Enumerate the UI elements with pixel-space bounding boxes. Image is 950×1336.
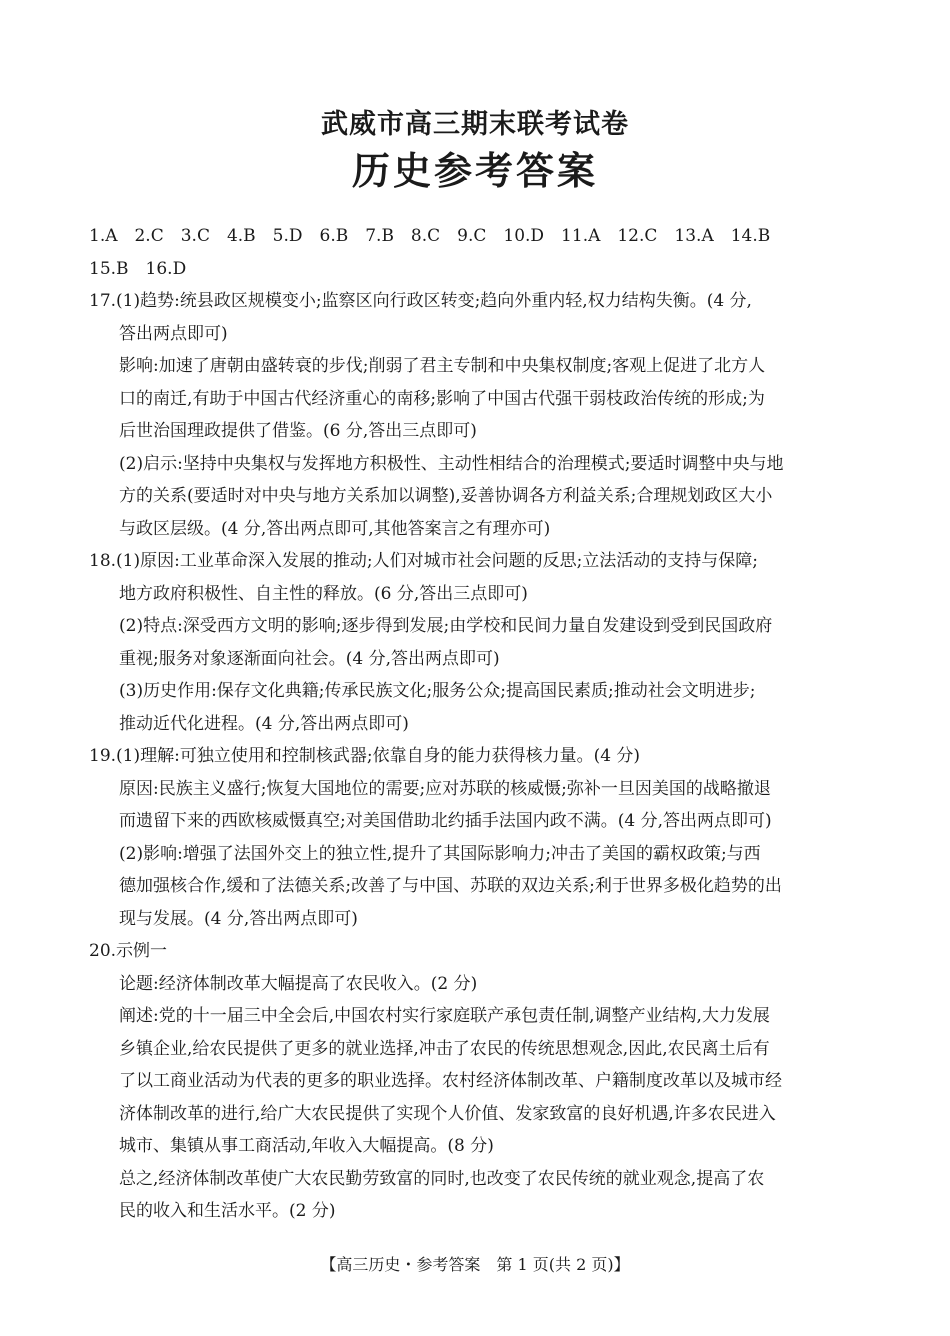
answer-line: (2)影响:增强了法国外交上的独立性,提升了其国际影响力;冲击了美国的霸权政策;与西 [119, 843, 761, 864]
question-18 [89, 545, 869, 740]
answer-line: 阐述:党的十一届三中全会后,中国农村实行家庭联产承包责任制,调整产业结构,大力发展 [119, 1006, 770, 1026]
answer-line: 了以工商业活动为代表的更多的职业选择。农村经济体制改革、户籍制度改革以及城市经 [119, 1071, 782, 1091]
answer-line: 答出两点即可) [119, 323, 228, 344]
answer-line: 论题:经济体制改革大幅提高了农民收入。(2 分) [119, 973, 478, 994]
answers-line: 1.A 2.C 3.C 4.B 5.D 6.B 7.B 8.C 9.C 10.D 11.A 12.C 13.A 14.B [89, 226, 771, 246]
answer-line: 地方政府积极性、自主性的释放。(6 分,答出三点即可) [119, 583, 528, 604]
page-footer: 【高三历史・参考答案 第 1 页(共 2 页)】 [320, 1255, 630, 1274]
answers-line: 15.B 16.D [89, 258, 187, 279]
answer-line: 19.(1)理解:可独立使用和控制核武器;依靠自身的能力获得核力量。(4 分) [89, 746, 641, 766]
answer-line: 城市、集镇从事工商活动,年收入大幅提高。(8 分) [119, 1136, 494, 1156]
question-19 [89, 740, 869, 935]
answer-line: 德加强核合作,缓和了法德关系;改善了与中国、苏联的双边关系;利于世界多极化趋势的出 [119, 876, 782, 896]
answer-line: 济体制改革的进行,给广大农民提供了实现个人价值、发家致富的良好机遇,许多农民进入 [119, 1103, 776, 1124]
exam-title: 武威市高三期末联考试卷 [321, 109, 629, 140]
answer-line: 而遗留下来的西欧核威慑真空;对美国借助北约插手法国内政不满。(4 分,答出两点即可) [119, 811, 772, 831]
answer-key-title: 历史参考答案 [351, 149, 598, 193]
answer-line: 口的南迁,有助于中国古代经济重心的南移;影响了中国古代强干弱枝政治传统的形成;为 [119, 388, 765, 409]
answer-line: 总之,经济体制改革使广大农民勤劳致富的同时,也改变了农民传统的就业观念,提高了农 [119, 1168, 765, 1189]
answer-line: 17.(1)趋势:统县政区规模变小;监察区向行政区转变;趋向外重内轻,权力结构失衡。(4 分, [89, 291, 752, 311]
answer-line: 20.示例一 [89, 941, 168, 961]
multiple-choice-answers [89, 220, 869, 285]
answer-line: 乡镇企业,给农民提供了更多的就业选择,冲击了农民的传统思想观念,因此,农民离土后有 [119, 1038, 770, 1059]
answer-line: 影响:加速了唐朝由盛转衰的步伐;削弱了君主专制和中央集权制度;客观上促进了北方人 [119, 356, 766, 376]
answer-line: 18.(1)原因:工业革命深入发展的推动;人们对城市社会问题的反思;立法活动的支持与保障; [89, 551, 759, 571]
answer-line: 方的关系(要适时对中央与地方关系加以调整),妥善协调各方利益关系;合理规划政区大小 [119, 486, 773, 506]
answer-line: 现与发展。(4 分,答出两点即可) [119, 908, 358, 929]
answer-line: 原因:民族主义盛行;恢复大国地位的需要;应对苏联的核威慑;弥补一旦因美国的战略撤退 [119, 778, 771, 799]
answer-line: (2)启示:坚持中央集权与发挥地方积极性、主动性相结合的治理模式;要适时调整中央与地 [119, 453, 784, 474]
answer-line: 与政区层级。(4 分,答出两点即可,其他答案言之有理亦可) [119, 518, 551, 539]
question-20 [89, 935, 869, 1228]
answer-content [89, 220, 869, 1228]
answer-line: 重视;服务对象逐渐面向社会。(4 分,答出两点即可) [119, 648, 500, 669]
answer-line: 后世治国理政提供了借鉴。(6 分,答出三点即可) [119, 421, 477, 441]
answer-line: (2)特点:深受西方文明的影响;逐步得到发展;由学校和民间力量自发建设到受到民国政府 [119, 616, 773, 636]
answer-line: 民的收入和生活水平。(2 分) [119, 1201, 336, 1221]
answer-line: (3)历史作用:保存文化典籍;传承民族文化;服务公众;提高国民素质;推动社会文明进步; [119, 681, 756, 701]
answer-line: 推动近代化进程。(4 分,答出两点即可) [119, 713, 409, 734]
question-17 [89, 285, 869, 545]
